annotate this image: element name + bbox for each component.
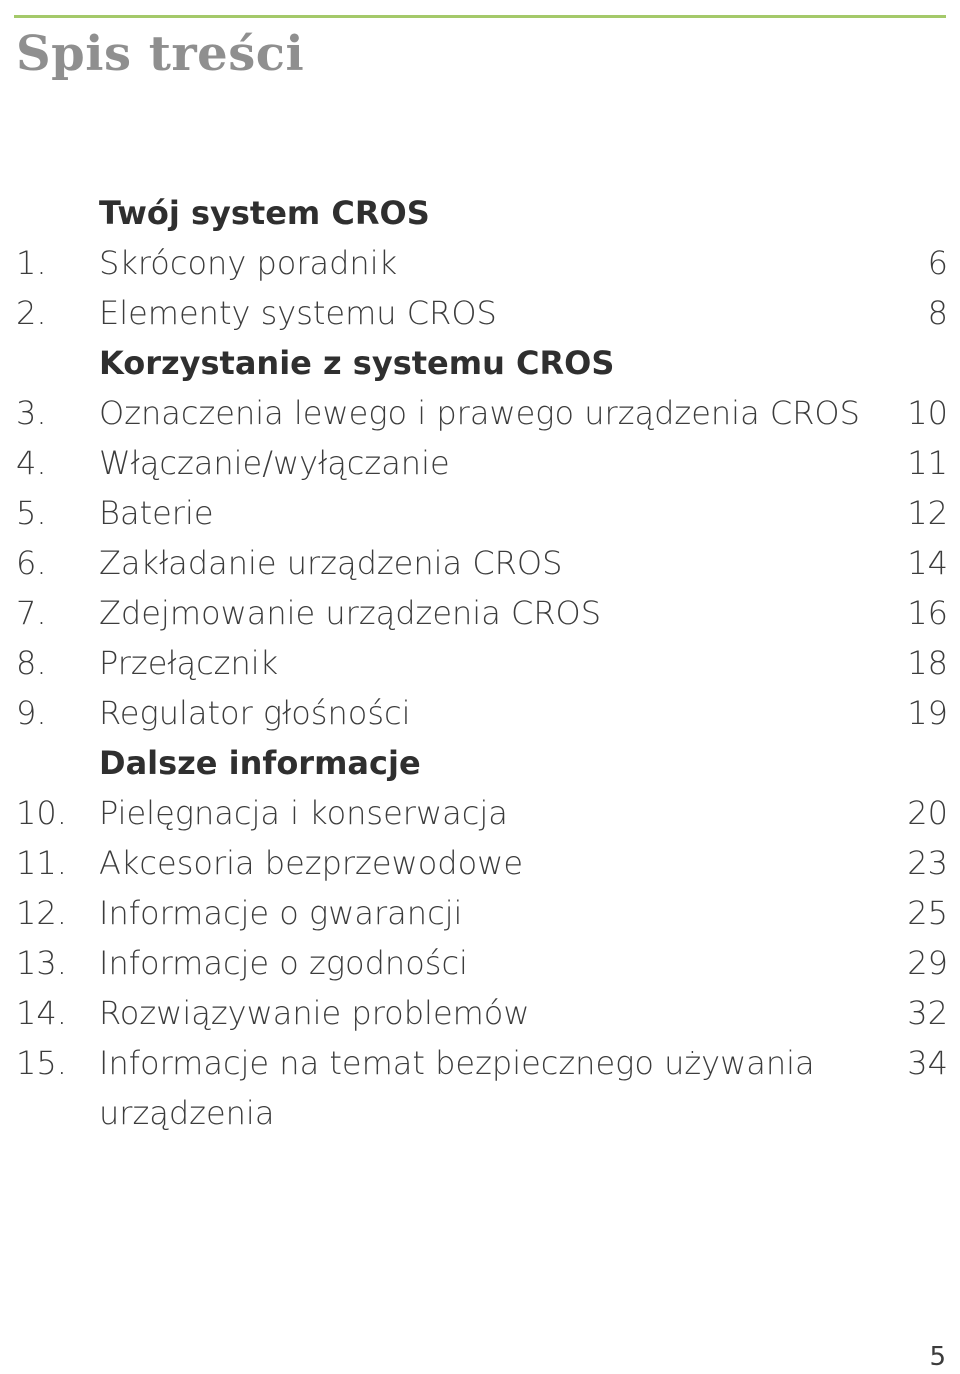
toc-entry[interactable] <box>0 888 960 938</box>
toc-entry-label: Baterie <box>99 494 214 532</box>
toc-entry-label: Rozwiązywanie problemów <box>99 994 530 1032</box>
toc-entry[interactable] <box>0 788 960 838</box>
toc-entry-page: 32 <box>907 994 948 1032</box>
toc-section-heading <box>0 338 960 388</box>
toc-entry-label: Skrócony poradnik <box>99 244 398 282</box>
toc-entry-number: 3. <box>16 394 47 432</box>
toc-entry[interactable] <box>0 288 960 338</box>
toc-entry-page: 34 <box>907 1044 948 1082</box>
toc-entry-page: 10 <box>907 394 948 432</box>
toc-entry[interactable] <box>0 538 960 588</box>
toc-entry-label: Informacje o zgodności <box>99 944 468 982</box>
toc-entry[interactable] <box>0 938 960 988</box>
toc-entry-number: 13. <box>16 944 67 982</box>
toc-entry[interactable] <box>0 1038 960 1088</box>
toc-entry-number: 10. <box>16 794 67 832</box>
section-heading-label: Korzystanie z systemu CROS <box>99 344 615 382</box>
table-of-contents <box>0 188 960 1138</box>
toc-entry-label: Przełącznik <box>99 644 279 682</box>
toc-entry-number: 12. <box>16 894 67 932</box>
toc-entry-label: Zdejmowanie urządzenia CROS <box>99 594 602 632</box>
toc-entry-page: 20 <box>907 794 948 832</box>
toc-entry-number: 2. <box>16 294 47 332</box>
section-heading-label: Dalsze informacje <box>99 744 421 782</box>
toc-entry-number: 6. <box>16 544 47 582</box>
toc-section-heading <box>0 738 960 788</box>
page-number: 5 <box>929 1342 946 1372</box>
toc-entry-page: 8 <box>927 294 948 332</box>
toc-entry[interactable] <box>0 988 960 1038</box>
toc-entry-number: 1. <box>16 244 47 282</box>
toc-entry[interactable] <box>0 688 960 738</box>
toc-entry-number: 5. <box>16 494 47 532</box>
toc-entry-page: 11 <box>907 444 948 482</box>
toc-entry-label-continued: urządzenia <box>99 1094 275 1132</box>
toc-entry-number: 9. <box>16 694 47 732</box>
toc-entry-number: 11. <box>16 844 67 882</box>
toc-entry-page: 6 <box>927 244 948 282</box>
toc-entry[interactable] <box>0 388 960 438</box>
toc-entry-label: Oznaczenia lewego i prawego urządzenia CROS <box>99 394 860 432</box>
toc-entry-page: 16 <box>907 594 948 632</box>
toc-entry[interactable] <box>0 238 960 288</box>
toc-entry-page: 29 <box>907 944 948 982</box>
toc-section-heading <box>0 188 960 238</box>
toc-entry-number: 7. <box>16 594 47 632</box>
toc-entry-page: 23 <box>907 844 948 882</box>
toc-entry-number: 14. <box>16 994 67 1032</box>
toc-entry[interactable] <box>0 488 960 538</box>
toc-entry-page: 12 <box>907 494 948 532</box>
toc-entry-page: 18 <box>907 644 948 682</box>
page-title: Spis treści <box>16 26 305 82</box>
toc-entry-continuation[interactable] <box>0 1088 960 1138</box>
toc-entry[interactable] <box>0 838 960 888</box>
toc-entry-page: 19 <box>907 694 948 732</box>
section-heading-label: Twój system CROS <box>99 194 430 232</box>
toc-entry[interactable] <box>0 638 960 688</box>
top-divider <box>14 15 946 18</box>
toc-entry-label: Pielęgnacja i konserwacja <box>99 794 508 832</box>
toc-entry-label: Zakładanie urządzenia CROS <box>99 544 563 582</box>
toc-entry-label: Informacje na temat bezpiecznego używania <box>99 1044 815 1082</box>
toc-entry-number: 8. <box>16 644 47 682</box>
toc-entry-label: Elementy systemu CROS <box>99 294 497 332</box>
toc-entry-label: Włączanie/wyłączanie <box>99 444 450 482</box>
toc-entry[interactable] <box>0 588 960 638</box>
toc-entry-label: Regulator głośności <box>99 694 411 732</box>
toc-entry-page: 14 <box>907 544 948 582</box>
toc-entry-label: Akcesoria bezprzewodowe <box>99 844 524 882</box>
toc-entry[interactable] <box>0 438 960 488</box>
toc-entry-label: Informacje o gwarancji <box>99 894 463 932</box>
toc-entry-page: 25 <box>907 894 948 932</box>
toc-entry-number: 15. <box>16 1044 67 1082</box>
toc-entry-number: 4. <box>16 444 47 482</box>
